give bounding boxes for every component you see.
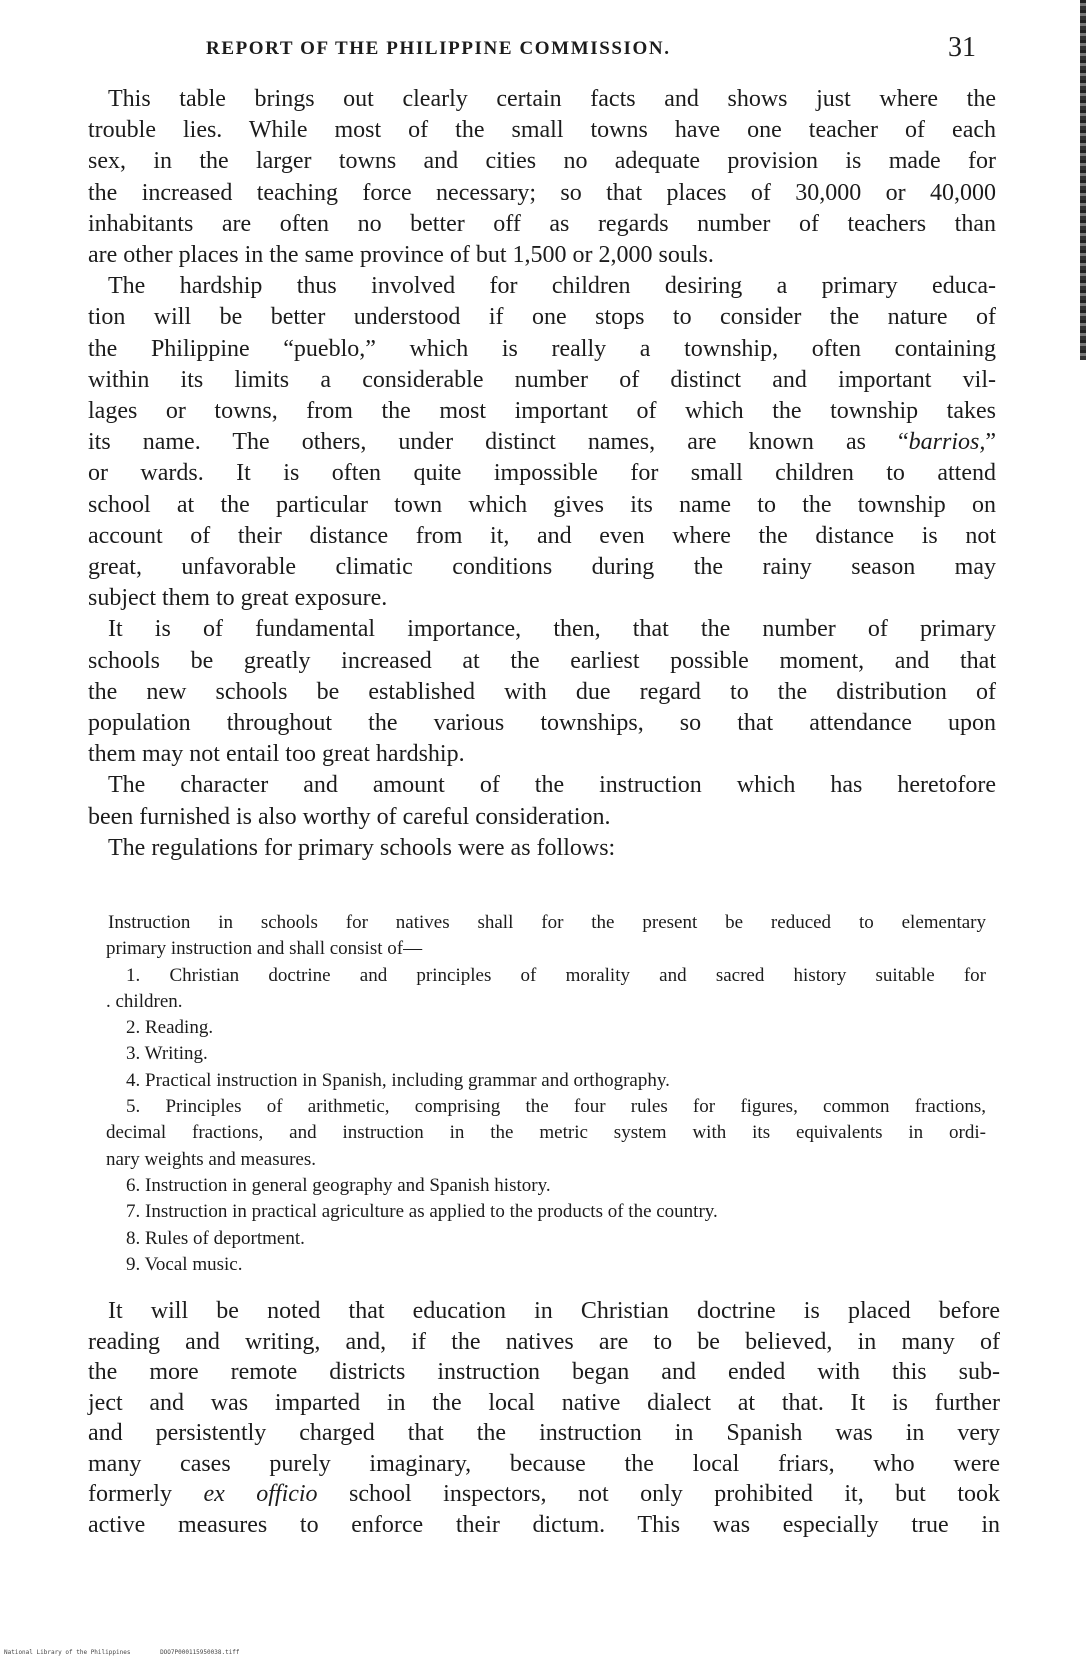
text-line: lages or towns, from the most important of which the township takes [88,398,996,425]
list-item [106,1041,986,1067]
text-line: the new schools be established with due regard to the distribution of [88,678,996,705]
text-line: and persistently charged that the instruction in Spanish was in very [88,1420,1000,1446]
text-line: the increased teaching force necessary; so that places of 30,000 or 40,000 [88,179,996,206]
body-text [88,84,996,864]
list-item [106,1199,986,1225]
list-item [106,1252,986,1278]
paragraph-table-facts [88,84,996,271]
text-line: sex, in the larger towns and cities no adequate provision is made for [88,148,996,175]
text-run: its name. The others, under distinct names, are known as “ [88,429,909,456]
scan-file-label: DOO7P000115950038.tiff [160,1649,240,1656]
text-line: tion will be better understood if one stops to consider the nature of [88,304,996,331]
scan-footer [4,1649,266,1656]
italic-term: barrios, [908,429,986,456]
list-item [106,1094,986,1173]
text-line: It is of fundamental importance, then, that the number of primary [108,616,996,643]
paragraph-importance [88,614,996,770]
scan-source-label: National Library of the Philippines [4,1649,131,1656]
paragraph-hardship [88,271,996,614]
text-line [88,1479,1000,1510]
list-item [106,1068,986,1094]
page-number: 31 [948,32,976,63]
text-run: school inspectors, not only prohibited it, but took [317,1481,1000,1507]
text-line: trouble lies. While most of the small towns have one teacher of each [88,117,996,144]
quote-line: 6. Instruction in general geography and Spanish history. [126,1174,551,1196]
quote-line: 4. Practical instruction in Spanish, including grammar and orthography. [126,1069,670,1091]
quote-line: 2. Reading. [126,1017,214,1039]
text-line: reading and writing, and, if the natives are to be believed, in many of [88,1328,1000,1355]
text-line: within its limits a considerable number of distinct and important vil- [88,366,996,393]
text-line: are other places in the same province of but 1,500 or 2,000 souls. [88,242,714,269]
regulations-quote [106,910,986,1278]
text-line: This table brings out clearly certain facts and shows just where the [108,86,996,112]
quote-line: 7. Instruction in practical agriculture as applied to the products of the country. [126,1201,718,1223]
list-item [106,1226,986,1252]
quote-line: 9. Vocal music. [126,1253,243,1275]
scan-edge-mark [1080,0,1086,360]
running-head: REPORT OF THE PHILIPPINE COMMISSION. [206,38,671,59]
list-item [106,1173,986,1199]
text-line: active measures to enforce their dictum. This was especially true in [88,1511,1000,1538]
text-line: many cases purely imaginary, because the local friars, who were [88,1450,1000,1477]
text-run: ” [985,429,996,456]
quote-line: nary weights and measures. [106,1148,316,1170]
quote-line: decimal fractions, and instruction in the metric system with its equivalents in ordi- [106,1122,986,1144]
paragraph-character [88,770,996,832]
list-item [106,1015,986,1041]
text-line [88,427,996,458]
text-line: the Philippine “pueblo,” which is really a township, often containing [88,335,996,362]
quote-line: 1. Christian doctrine and principles of morality and sacred history suitable for [126,964,986,986]
page-header [96,32,996,66]
text-run: formerly [88,1481,204,1507]
text-line: ject and was imparted in the local native dialect at that. It is further [88,1389,1000,1416]
paragraph-christian-doctrine [88,1296,1000,1540]
paragraph-regulations [88,833,996,864]
quote-line: 3. Writing. [126,1043,208,1065]
text-line: account of their distance from it, and even where the distance is not [88,522,996,549]
text-line: subject them to great exposure. [88,585,388,612]
quote-line: . children. [106,990,183,1012]
quote-line: 8. Rules of deportment. [126,1227,305,1249]
text-line: It will be noted that education in Christian doctrine is placed before [108,1298,1000,1324]
list-item [106,963,986,1016]
text-line: The hardship thus involved for children desiring a primary educa- [108,273,996,300]
text-line: been furnished is also worthy of careful consideration. [88,803,611,830]
text-line: population throughout the various townships, so that attendance upon [88,710,996,737]
text-line: the more remote districts instruction began and ended with this sub- [88,1359,1000,1385]
text-line: The regulations for primary schools were as follows: [108,834,616,861]
text-line: school at the particular town which gives its name to the township on [88,491,996,518]
text-line: The character and amount of the instruction which has heretofore [108,772,996,799]
quote-line: Instruction in schools for natives shall for the present be reduced to elementary [108,912,986,933]
quote-line: 5. Principles of arithmetic, comprising the four rules for figures, common fractions, [126,1096,986,1118]
text-line: inhabitants are often no better off as regards number of teachers than [88,210,996,237]
text-line: them may not entail too great hardship. [88,741,465,768]
text-line: or wards. It is often quite impossible for small children to attend [88,460,996,487]
quote-line: primary instruction and shall consist of— [106,938,423,960]
text-line: great, unfavorable climatic conditions during the rainy season may [88,554,996,581]
italic-term: ex officio [203,1481,318,1507]
text-line: schools be greatly increased at the earliest possible moment, and that [88,647,996,674]
